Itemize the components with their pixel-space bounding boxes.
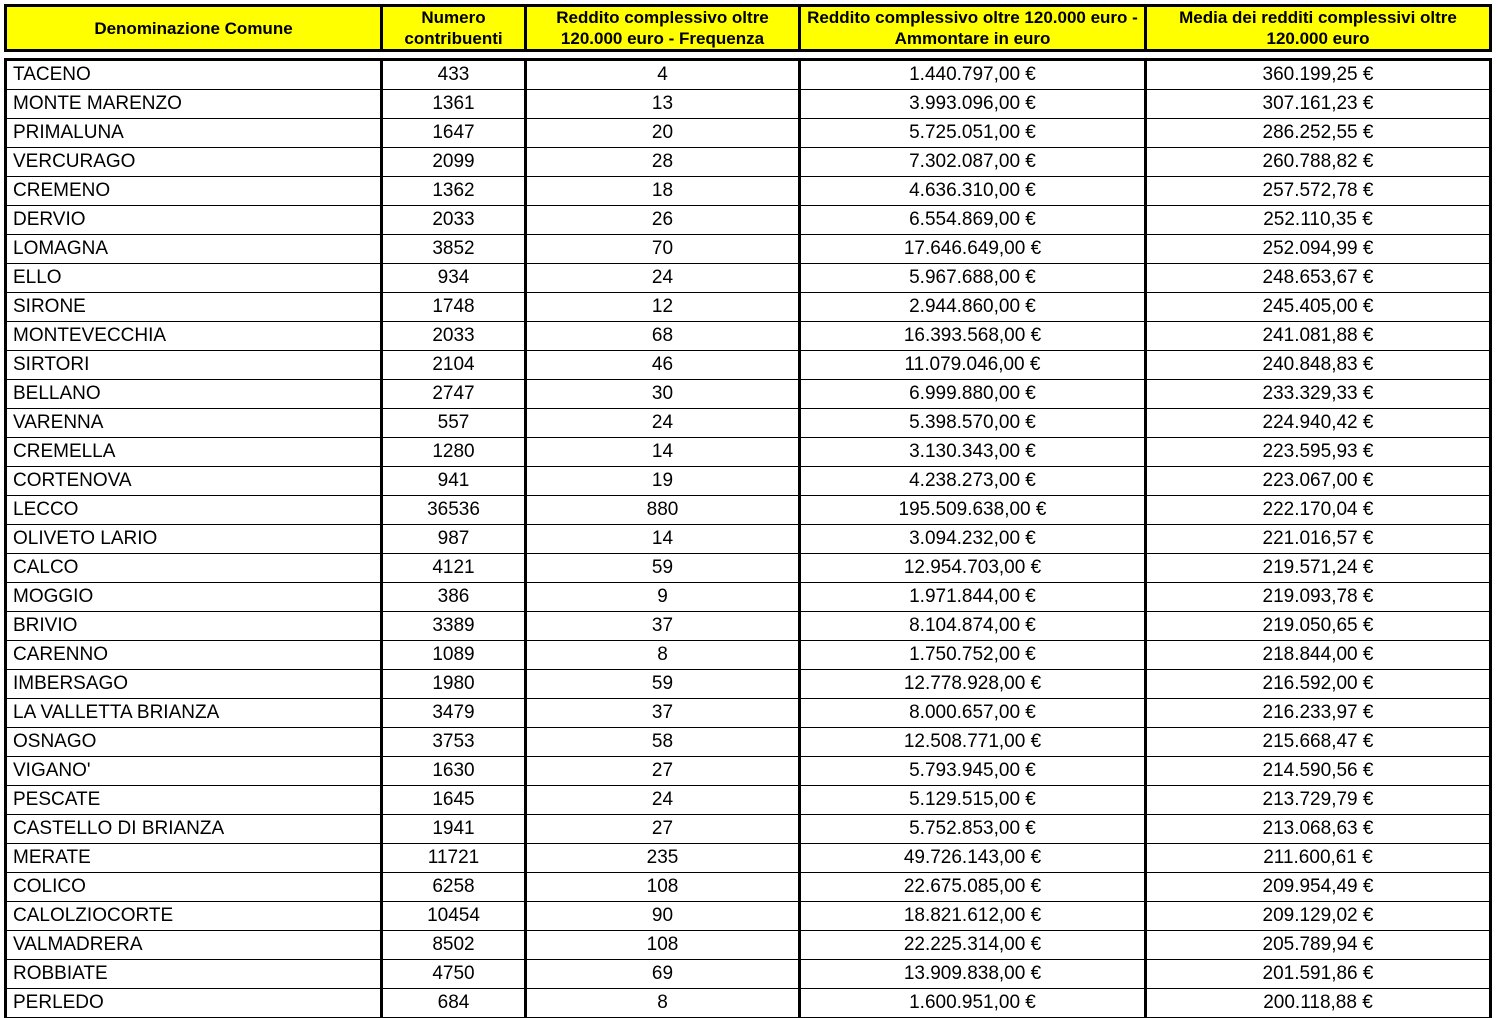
cell-ammontare: 1.971.844,00 €: [798, 583, 1144, 612]
cell-contribuenti: 3852: [380, 235, 524, 264]
table-row: [4, 90, 1492, 119]
table-row: [4, 960, 1492, 989]
cell-media: 240.848,83 €: [1144, 351, 1492, 380]
cell-media: 257.572,78 €: [1144, 177, 1492, 206]
cell-frequenza: 59: [524, 554, 798, 583]
cell-comune: VIGANO': [4, 757, 380, 786]
cell-media: 219.571,24 €: [1144, 554, 1492, 583]
header-contribuenti: Numero contribuenti: [380, 4, 524, 52]
cell-frequenza: 9: [524, 583, 798, 612]
cell-ammontare: 13.909.838,00 €: [798, 960, 1144, 989]
cell-comune: BELLANO: [4, 380, 380, 409]
cell-media: 216.592,00 €: [1144, 670, 1492, 699]
table-row: [4, 322, 1492, 351]
cell-frequenza: 59: [524, 670, 798, 699]
cell-frequenza: 46: [524, 351, 798, 380]
cell-frequenza: 18: [524, 177, 798, 206]
cell-ammontare: 12.954.703,00 €: [798, 554, 1144, 583]
cell-contribuenti: 1748: [380, 293, 524, 322]
cell-contribuenti: 557: [380, 409, 524, 438]
cell-comune: CALOLZIOCORTE: [4, 902, 380, 931]
cell-contribuenti: 10454: [380, 902, 524, 931]
cell-ammontare: 11.079.046,00 €: [798, 351, 1144, 380]
table-row: [4, 989, 1492, 1018]
cell-frequenza: 8: [524, 989, 798, 1018]
table-row: [4, 235, 1492, 264]
cell-ammontare: 5.967.688,00 €: [798, 264, 1144, 293]
cell-comune: PERLEDO: [4, 989, 380, 1018]
cell-contribuenti: 2747: [380, 380, 524, 409]
table-row: [4, 351, 1492, 380]
table-row: [4, 612, 1492, 641]
cell-comune: CREMELLA: [4, 438, 380, 467]
cell-contribuenti: 36536: [380, 496, 524, 525]
cell-media: 218.844,00 €: [1144, 641, 1492, 670]
cell-media: 245.405,00 €: [1144, 293, 1492, 322]
cell-contribuenti: 2033: [380, 322, 524, 351]
cell-ammontare: 6.554.869,00 €: [798, 206, 1144, 235]
cell-media: 205.789,94 €: [1144, 931, 1492, 960]
cell-comune: CREMENO: [4, 177, 380, 206]
table-row: [4, 670, 1492, 699]
cell-comune: DERVIO: [4, 206, 380, 235]
cell-media: 213.068,63 €: [1144, 815, 1492, 844]
table-row: [4, 264, 1492, 293]
cell-frequenza: 13: [524, 90, 798, 119]
table-row: [4, 844, 1492, 873]
cell-comune: OSNAGO: [4, 728, 380, 757]
cell-ammontare: 49.726.143,00 €: [798, 844, 1144, 873]
cell-frequenza: 8: [524, 641, 798, 670]
cell-media: 213.729,79 €: [1144, 786, 1492, 815]
table-row: [4, 380, 1492, 409]
cell-ammontare: 4.238.273,00 €: [798, 467, 1144, 496]
table-header: [4, 4, 1492, 58]
cell-media: 252.110,35 €: [1144, 206, 1492, 235]
cell-media: 222.170,04 €: [1144, 496, 1492, 525]
cell-comune: PRIMALUNA: [4, 119, 380, 148]
cell-frequenza: 58: [524, 728, 798, 757]
cell-frequenza: 70: [524, 235, 798, 264]
cell-contribuenti: 11721: [380, 844, 524, 873]
table-row: [4, 757, 1492, 786]
cell-ammontare: 3.993.096,00 €: [798, 90, 1144, 119]
table-row: [4, 554, 1492, 583]
cell-comune: SIRONE: [4, 293, 380, 322]
cell-frequenza: 90: [524, 902, 798, 931]
cell-contribuenti: 1647: [380, 119, 524, 148]
cell-media: 200.118,88 €: [1144, 989, 1492, 1018]
header-row: [4, 4, 1492, 52]
cell-frequenza: 24: [524, 409, 798, 438]
cell-contribuenti: 1645: [380, 786, 524, 815]
cell-ammontare: 5.398.570,00 €: [798, 409, 1144, 438]
cell-contribuenti: 1980: [380, 670, 524, 699]
cell-comune: SIRTORI: [4, 351, 380, 380]
cell-ammontare: 8.104.874,00 €: [798, 612, 1144, 641]
cell-media: 216.233,97 €: [1144, 699, 1492, 728]
table-row: [4, 902, 1492, 931]
cell-ammontare: 1.440.797,00 €: [798, 58, 1144, 90]
cell-ammontare: 12.508.771,00 €: [798, 728, 1144, 757]
cell-ammontare: 17.646.649,00 €: [798, 235, 1144, 264]
cell-frequenza: 24: [524, 264, 798, 293]
cell-ammontare: 5.793.945,00 €: [798, 757, 1144, 786]
cell-contribuenti: 2033: [380, 206, 524, 235]
header-comune: Denominazione Comune: [4, 4, 380, 52]
cell-contribuenti: 2104: [380, 351, 524, 380]
cell-contribuenti: 433: [380, 58, 524, 90]
cell-comune: CARENNO: [4, 641, 380, 670]
cell-media: 241.081,88 €: [1144, 322, 1492, 351]
cell-frequenza: 69: [524, 960, 798, 989]
cell-frequenza: 19: [524, 467, 798, 496]
cell-ammontare: 16.393.568,00 €: [798, 322, 1144, 351]
cell-frequenza: 880: [524, 496, 798, 525]
cell-media: 209.954,49 €: [1144, 873, 1492, 902]
table-row: [4, 58, 1492, 90]
cell-comune: PESCATE: [4, 786, 380, 815]
table-row: [4, 206, 1492, 235]
cell-contribuenti: 941: [380, 467, 524, 496]
cell-comune: LOMAGNA: [4, 235, 380, 264]
cell-frequenza: 26: [524, 206, 798, 235]
cell-media: 214.590,56 €: [1144, 757, 1492, 786]
cell-media: 307.161,23 €: [1144, 90, 1492, 119]
cell-contribuenti: 4121: [380, 554, 524, 583]
cell-comune: VARENNA: [4, 409, 380, 438]
table-row: [4, 409, 1492, 438]
table-row: [4, 148, 1492, 177]
cell-comune: MONTEVECCHIA: [4, 322, 380, 351]
table-row: [4, 786, 1492, 815]
cell-comune: BRIVIO: [4, 612, 380, 641]
cell-contribuenti: 386: [380, 583, 524, 612]
cell-contribuenti: 934: [380, 264, 524, 293]
table-row: [4, 815, 1492, 844]
table-row: [4, 177, 1492, 206]
cell-contribuenti: 987: [380, 525, 524, 554]
table-row: [4, 931, 1492, 960]
table-row: [4, 728, 1492, 757]
cell-media: 219.093,78 €: [1144, 583, 1492, 612]
cell-frequenza: 68: [524, 322, 798, 351]
cell-media: 215.668,47 €: [1144, 728, 1492, 757]
table-row: [4, 525, 1492, 554]
table-body: [4, 58, 1492, 1018]
table-row: [4, 119, 1492, 148]
cell-ammontare: 5.129.515,00 €: [798, 786, 1144, 815]
cell-comune: MOGGIO: [4, 583, 380, 612]
cell-ammontare: 5.725.051,00 €: [798, 119, 1144, 148]
cell-frequenza: 235: [524, 844, 798, 873]
cell-ammontare: 22.225.314,00 €: [798, 931, 1144, 960]
cell-ammontare: 1.600.951,00 €: [798, 989, 1144, 1018]
cell-ammontare: 8.000.657,00 €: [798, 699, 1144, 728]
cell-media: 219.050,65 €: [1144, 612, 1492, 641]
cell-contribuenti: 1630: [380, 757, 524, 786]
cell-contribuenti: 1361: [380, 90, 524, 119]
cell-frequenza: 37: [524, 699, 798, 728]
cell-ammontare: 3.130.343,00 €: [798, 438, 1144, 467]
cell-ammontare: 5.752.853,00 €: [798, 815, 1144, 844]
cell-comune: VALMADRERA: [4, 931, 380, 960]
cell-media: 209.129,02 €: [1144, 902, 1492, 931]
cell-comune: TACENO: [4, 58, 380, 90]
cell-frequenza: 24: [524, 786, 798, 815]
cell-comune: LA VALLETTA BRIANZA: [4, 699, 380, 728]
header-ammontare: Reddito complessivo oltre 120.000 euro - Ammontare in euro: [798, 4, 1144, 52]
cell-media: 201.591,86 €: [1144, 960, 1492, 989]
cell-frequenza: 37: [524, 612, 798, 641]
table-row: [4, 583, 1492, 612]
cell-comune: CASTELLO DI BRIANZA: [4, 815, 380, 844]
cell-comune: ROBBIATE: [4, 960, 380, 989]
cell-contribuenti: 684: [380, 989, 524, 1018]
cell-ammontare: 6.999.880,00 €: [798, 380, 1144, 409]
cell-contribuenti: 1941: [380, 815, 524, 844]
cell-contribuenti: 2099: [380, 148, 524, 177]
cell-comune: VERCURAGO: [4, 148, 380, 177]
cell-frequenza: 27: [524, 757, 798, 786]
income-table-sheet: [4, 4, 1492, 1018]
cell-contribuenti: 8502: [380, 931, 524, 960]
cell-frequenza: 108: [524, 931, 798, 960]
cell-comune: MONTE MARENZO: [4, 90, 380, 119]
cell-frequenza: 20: [524, 119, 798, 148]
cell-contribuenti: 1089: [380, 641, 524, 670]
cell-ammontare: 4.636.310,00 €: [798, 177, 1144, 206]
cell-media: 286.252,55 €: [1144, 119, 1492, 148]
cell-comune: OLIVETO LARIO: [4, 525, 380, 554]
table-row: [4, 873, 1492, 902]
cell-contribuenti: 6258: [380, 873, 524, 902]
cell-ammontare: 22.675.085,00 €: [798, 873, 1144, 902]
table-row: [4, 699, 1492, 728]
cell-contribuenti: 3753: [380, 728, 524, 757]
cell-contribuenti: 4750: [380, 960, 524, 989]
cell-media: 223.595,93 €: [1144, 438, 1492, 467]
cell-frequenza: 12: [524, 293, 798, 322]
cell-media: 223.067,00 €: [1144, 467, 1492, 496]
cell-media: 224.940,42 €: [1144, 409, 1492, 438]
cell-contribuenti: 3479: [380, 699, 524, 728]
table-row: [4, 438, 1492, 467]
table-row: [4, 496, 1492, 525]
header-frequenza: Reddito complessivo oltre 120.000 euro - Frequenza: [524, 4, 798, 52]
cell-comune: CORTENOVA: [4, 467, 380, 496]
cell-frequenza: 28: [524, 148, 798, 177]
cell-comune: MERATE: [4, 844, 380, 873]
cell-contribuenti: 3389: [380, 612, 524, 641]
cell-media: 360.199,25 €: [1144, 58, 1492, 90]
cell-comune: COLICO: [4, 873, 380, 902]
cell-frequenza: 27: [524, 815, 798, 844]
table-row: [4, 467, 1492, 496]
cell-ammontare: 12.778.928,00 €: [798, 670, 1144, 699]
cell-frequenza: 14: [524, 438, 798, 467]
cell-comune: ELLO: [4, 264, 380, 293]
cell-ammontare: 18.821.612,00 €: [798, 902, 1144, 931]
cell-frequenza: 108: [524, 873, 798, 902]
cell-media: 233.329,33 €: [1144, 380, 1492, 409]
cell-frequenza: 30: [524, 380, 798, 409]
header-media: Media dei redditi complessivi oltre 120.000 euro: [1144, 4, 1492, 52]
cell-media: 211.600,61 €: [1144, 844, 1492, 873]
cell-frequenza: 4: [524, 58, 798, 90]
cell-ammontare: 1.750.752,00 €: [798, 641, 1144, 670]
table-row: [4, 293, 1492, 322]
table-row: [4, 641, 1492, 670]
cell-contribuenti: 1362: [380, 177, 524, 206]
cell-ammontare: 3.094.232,00 €: [798, 525, 1144, 554]
income-table: [4, 4, 1492, 1018]
cell-media: 252.094,99 €: [1144, 235, 1492, 264]
cell-comune: IMBERSAGO: [4, 670, 380, 699]
cell-media: 221.016,57 €: [1144, 525, 1492, 554]
cell-ammontare: 195.509.638,00 €: [798, 496, 1144, 525]
cell-ammontare: 7.302.087,00 €: [798, 148, 1144, 177]
cell-ammontare: 2.944.860,00 €: [798, 293, 1144, 322]
cell-comune: CALCO: [4, 554, 380, 583]
cell-contribuenti: 1280: [380, 438, 524, 467]
cell-media: 260.788,82 €: [1144, 148, 1492, 177]
cell-media: 248.653,67 €: [1144, 264, 1492, 293]
cell-comune: LECCO: [4, 496, 380, 525]
cell-frequenza: 14: [524, 525, 798, 554]
